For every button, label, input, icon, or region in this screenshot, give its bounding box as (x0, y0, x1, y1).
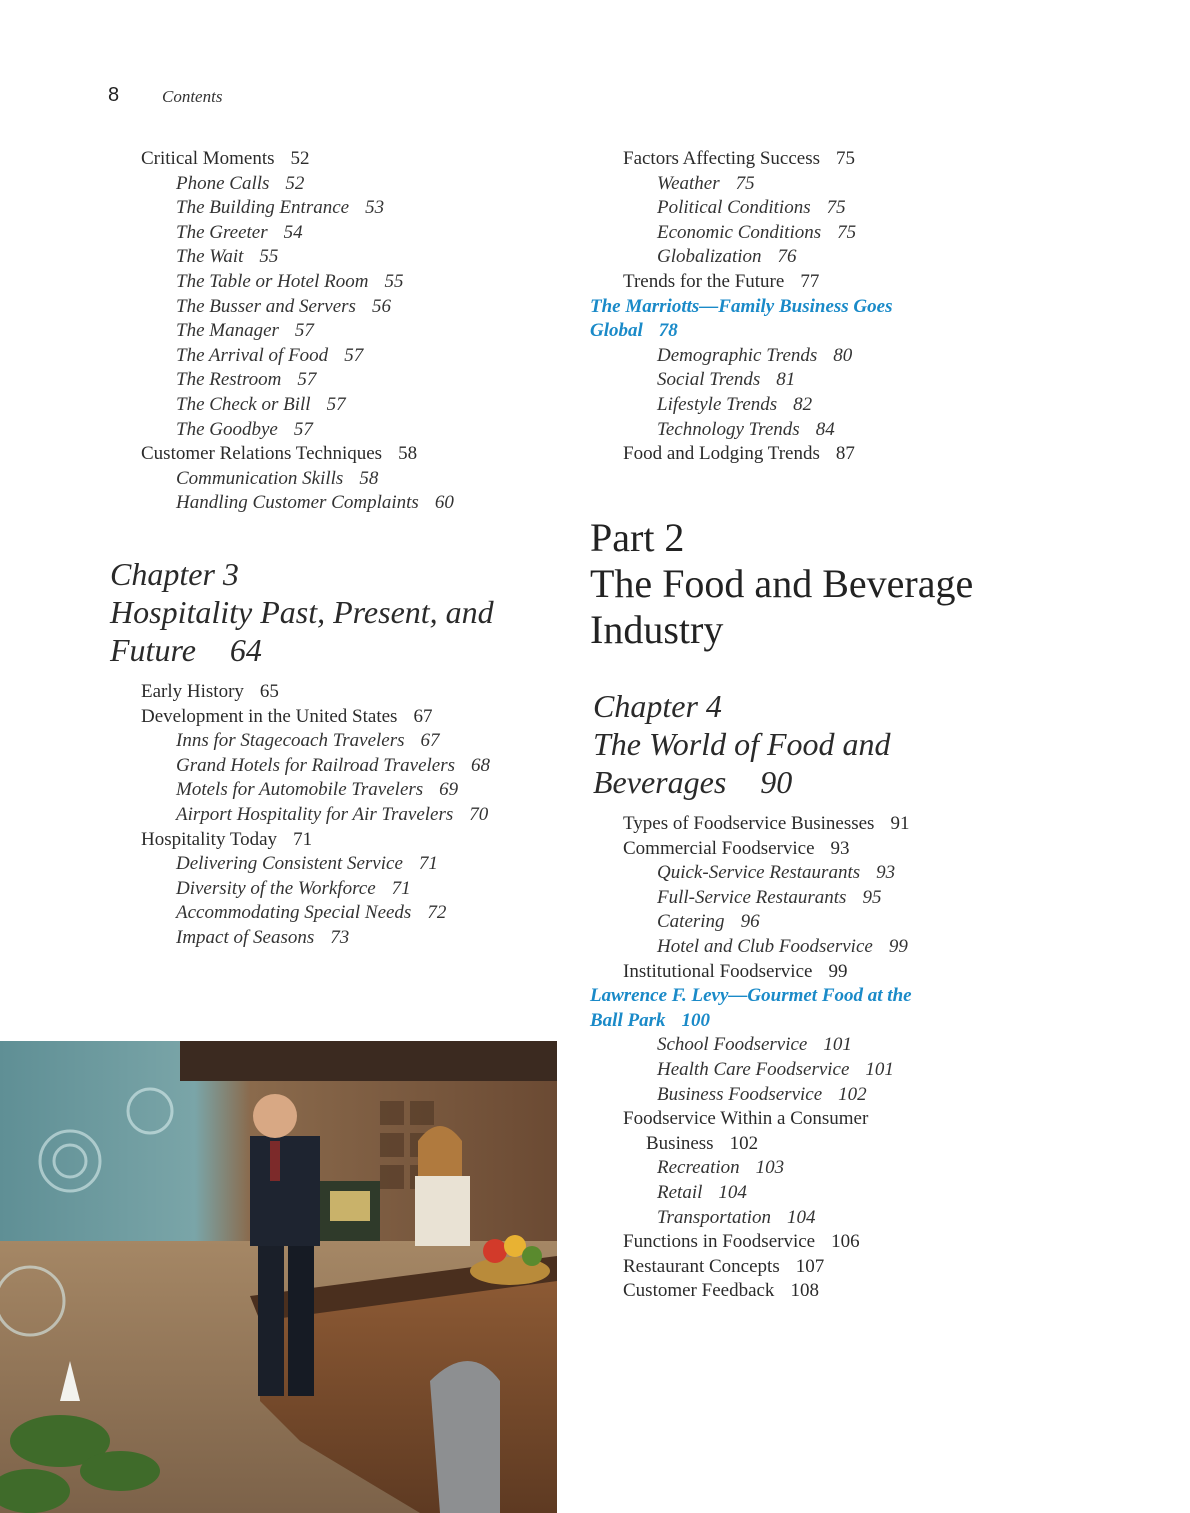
toc-entry-page: 108 (790, 1280, 819, 1302)
toc-entry (176, 491, 454, 515)
toc-entry-page: 76 (777, 246, 797, 268)
toc-entry-title: The Check or Bill (176, 394, 311, 415)
toc-entry-page: 52 (285, 172, 305, 194)
toc-entry (657, 1058, 894, 1082)
toc-entry-title: Retail (657, 1182, 703, 1203)
toc-entry (623, 812, 909, 836)
toc-entry-title: Globalization (657, 246, 762, 268)
toc-entry-title: Business Foodservice (657, 1083, 823, 1105)
chapter-4-title-line: The World of Food and (593, 726, 891, 762)
toc-entry-title: Grand Hotels for Railroad Travelers (176, 754, 456, 776)
toc-entry-title: The Busser and Servers (176, 295, 356, 317)
toc-entry-title: Critical Moments (141, 148, 275, 169)
toc-entry-page: 75 (837, 221, 857, 243)
toc-entry (646, 1132, 758, 1156)
toc-entry-title: The Arrival of Food (176, 344, 329, 366)
toc-entry (623, 1107, 868, 1131)
toc-entry-page: 52 (290, 148, 310, 169)
toc-entry (141, 442, 417, 466)
toc-entry-page: 101 (823, 1034, 852, 1056)
toc-entry-page: 95 (862, 886, 882, 908)
toc-entry-page: 57 (326, 394, 346, 415)
toc-entry-page: 82 (793, 394, 813, 415)
toc-entry-page: 93 (876, 862, 896, 884)
toc-entry-title: Quick-Service Restaurants (657, 862, 861, 884)
toc-entry-page: 75 (826, 197, 846, 219)
toc-entry-page: 53 (365, 197, 385, 219)
toc-entry (176, 196, 384, 220)
toc-entry-page: 103 (755, 1157, 785, 1179)
toc-entry-page: 57 (297, 369, 317, 391)
toc-entry-page: 57 (294, 320, 314, 342)
toc-entry-title: The Table or Hotel Room (176, 271, 369, 292)
toc-entry (176, 467, 378, 491)
toc-entry (657, 1156, 784, 1180)
chapter-4-title-line-2 (593, 763, 792, 801)
toc-entry-title: Foodservice Within a Consumer (623, 1108, 869, 1130)
chapter-3-title-line: Hospitality Past, Present, and (110, 594, 494, 630)
toc-entry-page: 56 (371, 295, 391, 317)
toc-entry (176, 319, 314, 343)
toc-entry-title: Health Care Foodservice (657, 1059, 850, 1080)
toc-entry-title: Delivering Consistent Service (176, 853, 403, 875)
toc-entry-title: Business (646, 1132, 714, 1154)
toc-entry (623, 1255, 824, 1279)
toc-entry-title: Weather (657, 172, 720, 194)
toc-entry-page: 99 (888, 936, 908, 957)
toc-entry-page: 55 (259, 246, 279, 268)
toc-entry-page: 67 (413, 705, 433, 727)
toc-entry-title: The Marriotts—Family Business Goes (590, 295, 893, 317)
part-2-title-line-2: Industry (590, 607, 724, 652)
toc-entry (176, 295, 391, 319)
toc-entry-page: 70 (469, 804, 489, 825)
toc-entry-page: 87 (835, 443, 855, 465)
toc-entry-page: 93 (830, 837, 850, 859)
toc-entry-page: 69 (439, 779, 459, 801)
toc-entry-title: The Goodbye (176, 418, 278, 440)
toc-entry (657, 221, 856, 245)
toc-entry (141, 828, 312, 852)
toc-entry (176, 852, 438, 876)
toc-entry (657, 1181, 747, 1205)
toc-entry-page: 107 (795, 1255, 825, 1277)
toc-entry-page: 60 (434, 492, 454, 514)
feature-entry (590, 319, 678, 343)
toc-entry (176, 803, 488, 827)
toc-entry (657, 368, 795, 392)
toc-entry-title: Food and Lodging Trends (623, 443, 820, 465)
chapter-3-title-line-2 (110, 631, 262, 669)
toc-entry-page: 96 (740, 911, 760, 933)
toc-entry-page: 65 (259, 681, 279, 702)
chapter-3-title-end: Future (110, 632, 196, 668)
toc-entry (176, 368, 316, 392)
toc-entry (623, 1279, 819, 1303)
toc-entry-page: 101 (865, 1059, 894, 1080)
toc-entry-title: Recreation (657, 1157, 740, 1179)
toc-entry-page: 91 (890, 813, 910, 834)
toc-entry-page: 75 (735, 172, 755, 194)
toc-entry-title: The Building Entrance (176, 197, 350, 219)
toc-entry (657, 886, 881, 910)
toc-entry-page: 80 (833, 344, 853, 366)
toc-entry (657, 935, 908, 959)
chapter-4-page: 90 (760, 764, 793, 800)
toc-entry-title: The Restroom (176, 369, 282, 391)
toc-entry-title: Diversity of the Workforce (176, 877, 376, 899)
toc-entry (141, 705, 432, 729)
toc-entry (176, 729, 440, 753)
toc-entry-title: Catering (657, 911, 725, 933)
running-head: Contents (162, 87, 223, 106)
toc-entry-title: Factors Affecting Success (623, 148, 820, 169)
toc-entry-page: 106 (831, 1231, 860, 1253)
toc-entry-title: Communication Skills (176, 467, 344, 489)
page-number: 8 (108, 84, 120, 106)
toc-entry-page: 99 (828, 960, 848, 982)
toc-entry-page: 58 (398, 443, 418, 465)
toc-entry-title: Lifestyle Trends (657, 394, 778, 415)
chapter-3-label: Chapter 3 (110, 556, 239, 592)
restaurant-counter-photo (0, 1041, 557, 1513)
chapter-4-title-end: Beverages (593, 764, 727, 800)
toc-entry-title: Social Trends (657, 369, 761, 391)
toc-entry-title: Political Conditions (657, 197, 811, 219)
feature-entry (590, 295, 892, 319)
toc-entry-title: Institutional Foodservice (623, 960, 813, 982)
toc-entry (176, 926, 349, 950)
toc-entry-page: 58 (359, 467, 379, 489)
toc-entry (623, 442, 855, 466)
part-2-label: Part 2 (590, 515, 685, 560)
toc-entry-title: Impact of Seasons (176, 927, 315, 948)
toc-entry (657, 910, 760, 934)
toc-entry-title: Motels for Automobile Travelers (176, 779, 424, 801)
toc-entry-page: 73 (330, 927, 350, 948)
toc-entry-title: Accommodating Special Needs (176, 902, 412, 924)
toc-entry-page: 57 (344, 344, 364, 366)
toc-entry-page: 72 (427, 902, 447, 924)
toc-entry (623, 960, 847, 984)
toc-entry-title: Economic Conditions (657, 221, 822, 243)
toc-entry-title: Functions in Foodservice (623, 1231, 816, 1253)
toc-entry-title: Hotel and Club Foodservice (657, 936, 873, 957)
toc-entry-title: Types of Foodservice Businesses (623, 813, 875, 834)
toc-entry (176, 245, 278, 269)
toc-entry (623, 270, 819, 294)
toc-entry (176, 172, 304, 196)
toc-entry (141, 680, 279, 704)
toc-entry (657, 1033, 852, 1057)
toc-entry (657, 861, 895, 885)
toc-entry-title: Demographic Trends (657, 344, 818, 366)
toc-entry (176, 877, 411, 901)
toc-entry-title: Phone Calls (176, 172, 270, 194)
toc-entry-title: Technology Trends (657, 418, 800, 440)
toc-entry (623, 147, 855, 171)
toc-entry (176, 901, 446, 925)
toc-entry (176, 754, 490, 778)
toc-entry-title: Hospitality Today (141, 828, 278, 850)
toc-entry-page: 102 (729, 1132, 759, 1154)
toc-entry (657, 344, 852, 368)
toc-entry-title: Airport Hospitality for Air Travelers (176, 804, 454, 825)
toc-entry (623, 1230, 860, 1254)
toc-entry (176, 393, 346, 417)
toc-entry-title: Trends for the Future (623, 271, 785, 292)
toc-entry (657, 172, 755, 196)
toc-entry-page: 55 (384, 271, 404, 292)
toc-entry (657, 196, 846, 220)
chapter-4-label: Chapter 4 (593, 688, 722, 724)
toc-entry (176, 418, 313, 442)
toc-entry-page: 71 (391, 877, 411, 899)
toc-entry-page: 84 (815, 418, 835, 440)
toc-entry-title: Lawrence F. Levy—Gourmet Food at the (590, 985, 912, 1007)
toc-entry (657, 1206, 816, 1230)
toc-entry-page: 71 (293, 828, 313, 850)
toc-entry-title: Restaurant Concepts (623, 1255, 780, 1277)
toc-entry-title: Development in the United States (141, 705, 398, 727)
toc-entry (176, 221, 303, 245)
toc-entry-title: Full-Service Restaurants (657, 886, 847, 908)
toc-entry-title: School Foodservice (657, 1034, 808, 1056)
toc-entry-page: 77 (800, 271, 820, 292)
toc-entry-title: Global (590, 320, 643, 342)
toc-entry-page: 68 (471, 754, 491, 776)
toc-entry (657, 245, 797, 269)
toc-entry-title: Early History (141, 681, 244, 702)
toc-entry-page: 54 (283, 221, 303, 243)
toc-entry-title: The Wait (176, 246, 244, 268)
toc-entry-title: Ball Park (590, 1009, 666, 1031)
toc-entry (176, 778, 458, 802)
toc-entry (141, 147, 310, 171)
toc-entry-page: 57 (293, 418, 313, 440)
toc-entry-title: Customer Relations Techniques (141, 443, 383, 465)
toc-entry-page: 100 (681, 1009, 710, 1031)
toc-entry-title: Handling Customer Complaints (176, 492, 419, 514)
toc-entry-title: Transportation (657, 1206, 772, 1228)
toc-entry (176, 344, 363, 368)
toc-entry (657, 418, 835, 442)
toc-entry-title: The Manager (176, 320, 279, 342)
toc-entry-title: Customer Feedback (623, 1280, 775, 1302)
toc-entry-page: 71 (418, 853, 438, 875)
feature-entry (590, 984, 912, 1008)
toc-entry-page: 78 (658, 320, 678, 342)
feature-entry (590, 1009, 710, 1033)
toc-entry (657, 1083, 867, 1107)
toc-entry-title: Inns for Stagecoach Travelers (176, 730, 405, 752)
toc-entry-page: 104 (787, 1206, 816, 1228)
toc-entry-page: 75 (836, 148, 855, 169)
toc-entry-page: 81 (776, 369, 796, 391)
toc-entry-title: Commercial Foodservice (623, 837, 815, 859)
part-2-title-line: The Food and Beverage (590, 561, 974, 606)
toc-entry-page: 104 (718, 1182, 747, 1203)
toc-entry-page: 102 (838, 1083, 867, 1105)
toc-entry-title: The Greeter (176, 221, 268, 243)
toc-entry (176, 270, 403, 294)
chapter-3-page: 64 (229, 632, 262, 668)
toc-entry-page: 67 (420, 730, 440, 752)
toc-entry (623, 837, 850, 861)
toc-entry (657, 393, 812, 417)
